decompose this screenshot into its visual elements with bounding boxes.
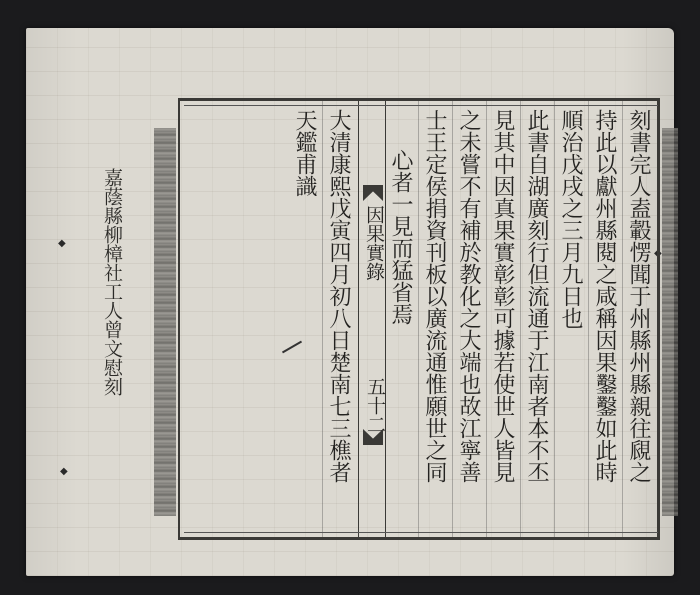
- woodblock-page: [26, 28, 674, 576]
- book-title: 因果實錄: [363, 205, 385, 281]
- text-column-4: 此書自湖廣刻行但流通于江南者本不丕: [524, 109, 549, 483]
- text-column-1: 刻書完人盍轂愣聞于州縣州縣親往覛之: [626, 109, 651, 483]
- printed-frame: [178, 98, 660, 540]
- text-column-3: 順治戊戌之三月九日也: [558, 109, 583, 329]
- ink-bleed-left: [154, 128, 176, 516]
- punch-mark: ◆: [60, 466, 68, 477]
- column-rule: [452, 101, 453, 537]
- column-rule: [418, 101, 419, 537]
- center-fold: [358, 101, 386, 537]
- column-rule: [322, 101, 323, 537]
- ink-bleed-right: [662, 128, 678, 516]
- text-column-2: 持此以獻州縣閱之咸稱因果鑿鑿如此時: [592, 109, 617, 483]
- column-rule: [554, 101, 555, 537]
- text-column-5: 見其中因真果實彰彰可據若使世人皆見: [490, 109, 515, 483]
- punch-mark: ◆: [58, 238, 66, 249]
- text-column-7: 士王定侯捐資刊板以廣流通惟願世之同: [422, 109, 447, 483]
- column-rule: [520, 101, 521, 537]
- text-column-8: 心者一見而猛省焉: [388, 149, 413, 325]
- column-rule: [622, 101, 623, 537]
- fish-tail-ornament-top: [363, 185, 383, 201]
- date-column: 大清康熙戊寅四月初八日楚南七三樵者: [326, 109, 351, 483]
- column-rule: [588, 101, 589, 537]
- punch-mark: ◆: [654, 248, 662, 259]
- text-column-6: 之未嘗不有補於教化之大端也故江寧善: [456, 109, 481, 483]
- carver-credit: 嘉蔭縣柳樟社工人曾文慰刻: [101, 168, 123, 396]
- page-number: 五十二: [364, 377, 386, 434]
- column-rule: [486, 101, 487, 537]
- fish-tail-ornament-bottom: [363, 429, 383, 445]
- signature-column: 天鑑甫識: [292, 109, 317, 197]
